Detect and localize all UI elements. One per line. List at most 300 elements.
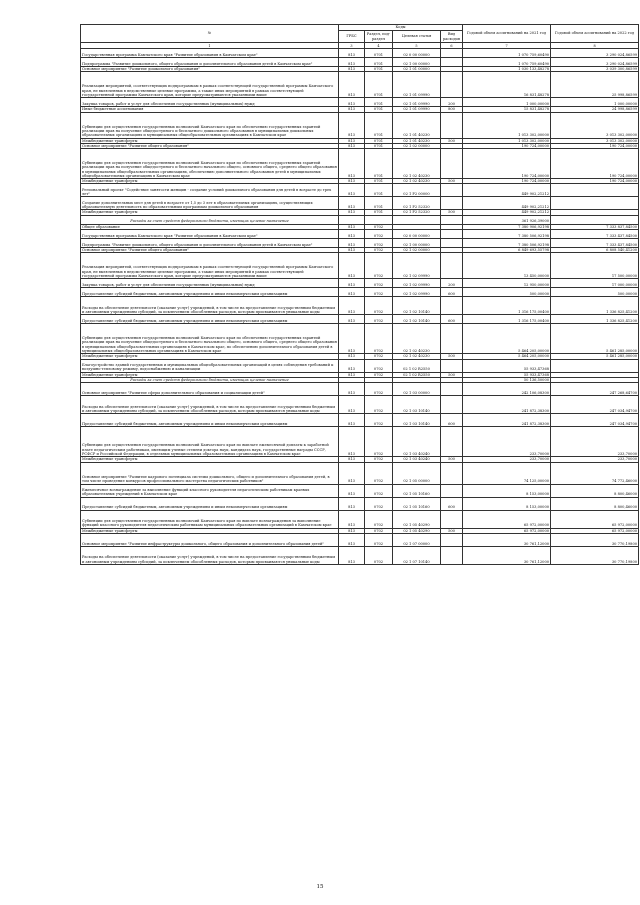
row-grbs: 813 [339, 396, 365, 414]
row-grbs: 813 [339, 253, 365, 279]
row-amount-2022: 3 039 300,86599 [551, 67, 639, 72]
row-name: Основное мероприятие "Развитие дошкольного образования" [81, 67, 339, 72]
row-amount-2021: 449 902,21212 [463, 197, 551, 210]
row-target-article: 02 1 05 40290 [393, 528, 441, 533]
row-amount-2021: 8 153,00000 [463, 497, 551, 510]
row-amount-2021: 233,70000 [463, 427, 551, 457]
table-row [81, 72, 639, 98]
row-amount-2022: 5 461 285,00000 [551, 324, 639, 354]
row-grbs: 813 [339, 107, 365, 112]
row-amount-2022: 25 998,86599 [551, 72, 639, 98]
row-expense-kind [441, 230, 463, 239]
table-row [81, 546, 639, 564]
row-target-article: 02 1 02 10140 [393, 297, 441, 315]
row-amount-2021: 65 972,00000 [463, 528, 551, 533]
row-name: Межбюджетные трансферты [81, 210, 339, 215]
row-name: Межбюджетные трансферты [81, 179, 339, 184]
row-target-article: 02 1 P2 52320 [393, 210, 441, 215]
row-amount-2022: 30 770,19800 [551, 546, 639, 564]
row-target-article [393, 215, 441, 224]
row-section: 0702 [365, 457, 393, 462]
row-amount-2021: 241 872,38300 [463, 396, 551, 414]
row-section: 0701 [365, 179, 393, 184]
row-expense-kind: 800 [441, 107, 463, 112]
row-section: 0702 [365, 396, 393, 414]
row-expense-kind [441, 112, 463, 138]
row-grbs: 813 [339, 546, 365, 564]
header-codes: Коды [339, 25, 463, 31]
row-amount-2021: 5 464 205,00000 [463, 354, 551, 359]
row-grbs: 813 [339, 324, 365, 354]
row-section: 0701 [365, 138, 393, 143]
row-name: Иные бюджетные ассигнования [81, 107, 339, 112]
column-number: 6 [441, 43, 463, 49]
row-target-article: 02 1 03 40240 [393, 427, 441, 457]
row-target-article: 02 0 00 00000 [393, 49, 441, 58]
row-section: 0702 [365, 224, 393, 229]
row-grbs: 813 [339, 184, 365, 197]
row-name: Основное мероприятие "Развитие общего образования" [81, 248, 339, 253]
row-name: Межбюджетные трансферты [81, 354, 339, 359]
row-expense-kind: 200 [441, 279, 463, 288]
column-number: 4 [365, 43, 393, 49]
row-grbs: 813 [339, 149, 365, 179]
row-target-article: 02 1 02 R2550 [393, 372, 441, 377]
row-expense-kind [441, 383, 463, 396]
row-grbs: 813 [339, 138, 365, 143]
row-amount-2021: 30 761,12000 [463, 546, 551, 564]
row-grbs: 813 [339, 462, 365, 484]
row-amount-2021: 13 450,00000 [463, 253, 551, 279]
row-amount-2021: 190 724,00000 [463, 149, 551, 179]
row-grbs: 813 [339, 179, 365, 184]
row-name: Закупка товаров, работ и услуг для обеспечения государственных (муниципальных) нужд [81, 279, 339, 288]
row-amount-2022: 24 998,86599 [551, 107, 639, 112]
header-target: Целевая статья [393, 31, 441, 43]
row-section: 0702 [365, 359, 393, 372]
row-grbs: 813 [339, 510, 365, 528]
row-grbs: 813 [339, 359, 365, 372]
row-target-article: 02 1 02 10140 [393, 315, 441, 324]
row-amount-2021: 12 950,00000 [463, 279, 551, 288]
row-section: 0702 [365, 239, 393, 248]
row-grbs: 813 [339, 239, 365, 248]
row-amount-2021: 55 933,47368 [463, 372, 551, 377]
table-row [81, 98, 639, 107]
row-amount-2021: 7 380 506,92198 [463, 230, 551, 239]
row-grbs: 813 [339, 98, 365, 107]
row-section: 0701 [365, 143, 393, 148]
row-section: 0702 [365, 484, 393, 497]
row-amount-2022: 5 461 285,00000 [551, 354, 639, 359]
column-number: 1 [81, 43, 339, 49]
table-row [81, 49, 639, 58]
column-number: 3 [339, 43, 365, 49]
row-expense-kind: 600 [441, 315, 463, 324]
row-section: 0702 [365, 427, 393, 457]
table-row [81, 510, 639, 528]
row-expense-kind [441, 324, 463, 354]
row-amount-2021: 6 849 693,55798 [463, 248, 551, 253]
row-name: Межбюджетные трансферты [81, 528, 339, 533]
header-no: № [81, 25, 339, 43]
row-amount-2022: 65 972,00000 [551, 510, 639, 528]
row-section: 0701 [365, 72, 393, 98]
row-target-article: 02 1 03 10140 [393, 396, 441, 414]
row-section: 0702 [365, 248, 393, 253]
row-section: 0702 [365, 324, 393, 354]
row-grbs: 813 [339, 248, 365, 253]
row-name: Ежемесячное вознаграждение за выполнение функций классного руководителя педагогическим работникам краевых образовательных учреждений в Камчатском крае [81, 484, 339, 497]
row-amount-2022: 247 034,94700 [551, 414, 639, 427]
row-expense-kind: 600 [441, 497, 463, 510]
table-row [81, 359, 639, 372]
row-grbs: 813 [339, 484, 365, 497]
table-row [81, 253, 639, 279]
row-target-article: 02 1 P2 52320 [393, 197, 441, 210]
row-name: Предоставление субсидий бюджетным, автономным учреждениям и иным некоммерческим организациям [81, 497, 339, 510]
row-target-article: 02 1 05 00000 [393, 462, 441, 484]
row-amount-2021: 5 464 205,00000 [463, 324, 551, 354]
row-amount-2021: 1 316 175,00400 [463, 315, 551, 324]
row-target-article: 02 1 02 40230 [393, 324, 441, 354]
row-amount-2021: 449 902,21212 [463, 210, 551, 215]
row-section: 0701 [365, 107, 393, 112]
row-amount-2021: 1 070 759,60490 [463, 58, 551, 67]
row-name: Межбюджетные трансферты [81, 138, 339, 143]
row-target-article: 02 1 01 09990 [393, 107, 441, 112]
row-name: Межбюджетные трансферты [81, 372, 339, 377]
row-target-article: 02 0 00 00000 [393, 230, 441, 239]
table-row [81, 396, 639, 414]
header-2021: Годовой объем ассигнований на 2021 год [463, 25, 551, 43]
row-section: 0702 [365, 279, 393, 288]
row-grbs: 813 [339, 383, 365, 396]
row-target-article: 02 1 02 R2550 [393, 359, 441, 372]
row-expense-kind [441, 396, 463, 414]
row-name: Субвенции для осуществления государственных полномочий Камчатского края по выплате вознаграждения за выполнение функций классного руководителя педагогическим работникам муниципальных образовательных организаций в Камчатском крае [81, 510, 339, 528]
row-section: 0702 [365, 546, 393, 564]
row-name: Расходы за счет средств федерального бюджета, имеющих целевое назначение [81, 215, 339, 224]
row-amount-2021: 1 013 302,00000 [463, 138, 551, 143]
row-target-article: 02 1 07 00000 [393, 533, 441, 546]
row-amount-2022: 6 808 540,41200 [551, 248, 639, 253]
row-section: 0701 [365, 98, 393, 107]
row-name: Предоставление субсидий бюджетным, автономным учреждениям и иным некоммерческим организациям [81, 414, 339, 427]
row-target-article: 02 1 02 40230 [393, 149, 441, 179]
row-amount-2022: 247 034,94700 [551, 396, 639, 414]
row-grbs: 813 [339, 72, 365, 98]
row-section: 0701 [365, 58, 393, 67]
row-amount-2022: 190 724,00000 [551, 143, 639, 148]
row-expense-kind [441, 533, 463, 546]
row-target-article: 02 1 05 10160 [393, 484, 441, 497]
row-name: Субвенции для осуществления государственных полномочий Камчатского края по обеспечению государственных гарантий реализации прав на получение общедоступного и бесплатного начального общего, основного общего, среднего общего образования в муниципальных общеобразовательных организациях, обеспечению дополнительного образования детей в муниципальных общеобразовательных организациях в Камчатском крае [81, 149, 339, 179]
row-target-article: 02 1 05 40290 [393, 510, 441, 528]
row-amount-2021: 30 761,12000 [463, 533, 551, 546]
row-grbs: 813 [339, 143, 365, 148]
row-grbs: 813 [339, 533, 365, 546]
table-row [81, 497, 639, 510]
row-amount-2021: 1 030 133,48278 [463, 67, 551, 72]
row-amount-2021: 74 125,00000 [463, 462, 551, 484]
row-amount-2022: 3 290 024,86599 [551, 58, 639, 67]
row-expense-kind [441, 427, 463, 457]
row-grbs: 813 [339, 497, 365, 510]
row-expense-kind [441, 253, 463, 279]
row-target-article: 02 1 02 40230 [393, 179, 441, 184]
row-amount-2021: 242 106,08300 [463, 383, 551, 396]
row-grbs: 813 [339, 197, 365, 210]
row-expense-kind: 200 [441, 98, 463, 107]
row-target-article: 02 1 02 09990 [393, 253, 441, 279]
row-amount-2022: 1 336 825,41200 [551, 297, 639, 315]
table-row [81, 239, 639, 248]
table-row [81, 324, 639, 354]
row-amount-2022: 74 772,46000 [551, 462, 639, 484]
row-section: 0702 [365, 497, 393, 510]
row-expense-kind [441, 546, 463, 564]
row-amount-2021: 50 136,50000 [463, 377, 551, 382]
row-section: 0701 [365, 112, 393, 138]
row-amount-2022: 190 724,00000 [551, 149, 639, 179]
row-amount-2021: 190 724,00000 [463, 143, 551, 148]
row-section: 0702 [365, 414, 393, 427]
table-row [81, 149, 639, 179]
row-amount-2021: 500,00000 [463, 288, 551, 297]
row-grbs: 813 [339, 528, 365, 533]
table-row [81, 197, 639, 210]
row-amount-2022: 247 268,64700 [551, 383, 639, 396]
row-name: Субвенции для осуществления государственных полномочий Камчатского края по выплате ежемесячной доплаты к заработной плате педагогическим работникам, имеющим ученые степени доктора наук, кандидата наук, государственные награды СССР, РСФСР и Российской Федерации, в отдельных муниципальных образовательных организациях в Камчатском крае [81, 427, 339, 457]
table-row [81, 279, 639, 288]
row-amount-2022: 500,00000 [551, 288, 639, 297]
row-grbs: 813 [339, 224, 365, 229]
row-grbs: 813 [339, 457, 365, 462]
row-section: 0701 [365, 184, 393, 197]
row-amount-2021: 1 316 175,00400 [463, 297, 551, 315]
row-section: 0701 [365, 67, 393, 72]
row-amount-2022: 7 333 437,84500 [551, 239, 639, 248]
row-amount-2022: 7 333 437,84500 [551, 230, 639, 239]
table-row [81, 288, 639, 297]
row-target-article: 02 1 01 40230 [393, 138, 441, 143]
row-name: Закупка товаров, работ и услуг для обеспечения государственных (муниципальных) нужд [81, 98, 339, 107]
column-number: 5 [393, 43, 441, 49]
row-amount-2022 [551, 215, 639, 224]
row-amount-2021: 449 902,21212 [463, 184, 551, 197]
row-section: 0702 [365, 253, 393, 279]
table-row [81, 315, 639, 324]
row-expense-kind [441, 184, 463, 197]
row-grbs: 813 [339, 288, 365, 297]
header-kind: Вид расходов [441, 31, 463, 43]
row-name: Основное мероприятие "Развитие общего образования" [81, 143, 339, 148]
row-target-article: 02 1 02 40230 [393, 354, 441, 359]
row-grbs: 813 [339, 58, 365, 67]
row-expense-kind [441, 239, 463, 248]
row-amount-2022: 1 000,00000 [551, 98, 639, 107]
row-amount-2021: 7 380 906,92198 [463, 224, 551, 229]
row-amount-2021: 1 000,00000 [463, 98, 551, 107]
row-amount-2022 [551, 197, 639, 210]
row-expense-kind [441, 297, 463, 315]
row-expense-kind: 600 [441, 288, 463, 297]
row-target-article: 02 1 00 00000 [393, 58, 441, 67]
row-target-article: 02 1 02 09990 [393, 279, 441, 288]
row-section: 0702 [365, 315, 393, 324]
row-name: Межбюджетные трансферты [81, 457, 339, 462]
row-grbs: 813 [339, 372, 365, 377]
row-amount-2022: 3 013 302,00000 [551, 112, 639, 138]
row-section: 0702 [365, 288, 393, 297]
row-target-article: 02 1 07 10140 [393, 546, 441, 564]
row-expense-kind: 500 [441, 179, 463, 184]
row-name: Государственная программа Камчатского края "Развитие образования в Камчатском крае" [81, 49, 339, 58]
row-amount-2021: 7 380 506,92198 [463, 239, 551, 248]
table-row [81, 533, 639, 546]
row-amount-2021: 1 013 302,00000 [463, 112, 551, 138]
header-grbs: ГРБС [339, 31, 365, 43]
row-amount-2021: 15 831,48278 [463, 107, 551, 112]
row-amount-2022: 8 800,46000 [551, 484, 639, 497]
row-section [365, 215, 393, 224]
table-row [81, 230, 639, 239]
row-name: Предоставление субсидий бюджетным, автономным учреждениям и иным некоммерческим организациям [81, 315, 339, 324]
row-amount-2022: 17 000,00000 [551, 279, 639, 288]
row-name: Реализация мероприятий, соответствующих подпрограммам в рамках соответствующей государственной программы Камчатского края, не включенных в ведомственные целевые программы, а также иных мероприятий в рамках соответствующей государственной программы Камчатского края, которые предусматриваются указанными выше [81, 253, 339, 279]
row-amount-2021: 55 933,47368 [463, 359, 551, 372]
row-target-article: 02 1 02 00000 [393, 143, 441, 148]
row-grbs [339, 215, 365, 224]
row-section: 0702 [365, 297, 393, 315]
row-name: Реализация мероприятий, соответствующих подпрограммам в рамках соответствующей государственной программы Камчатского края, не включенных в ведомственные целевые программы, а также иных мероприятий в рамках соответствующей государственной программы Камчатского края, которые предусматриваются указанными выше [81, 72, 339, 98]
row-name: Региональный проект "Содействие занятости женщин - создание условий дошкольного образования для детей в возрасте до трех лет" [81, 184, 339, 197]
row-grbs: 813 [339, 67, 365, 72]
row-grbs: 813 [339, 297, 365, 315]
row-section: 0702 [365, 354, 393, 359]
row-grbs: 813 [339, 315, 365, 324]
budget-table [80, 24, 639, 565]
row-amount-2022: 1 336 825,41200 [551, 315, 639, 324]
page-number: 15 [316, 884, 324, 890]
row-name: Подпрограмма "Развитие дошкольного, общего образования и дополнительного образования детей в Камчатском крае" [81, 58, 339, 67]
row-grbs: 813 [339, 49, 365, 58]
row-name: Создание дополнительных мест для детей в возрасте от 1,5 до 3 лет в образовательных организациях, осуществляющих образовательную деятельность по образовательным программам дошкольного образования [81, 197, 339, 210]
row-amount-2021: 65 972,00000 [463, 510, 551, 528]
row-name: Основное мероприятие "Развитие сферы дополнительного образования и социализации детей" [81, 383, 339, 396]
row-grbs: 813 [339, 112, 365, 138]
row-section: 0702 [365, 533, 393, 546]
table-row [81, 112, 639, 138]
row-amount-2021: 16 831,48278 [463, 72, 551, 98]
row-expense-kind: 500 [441, 138, 463, 143]
row-target-article: 02 1 P2 00000 [393, 184, 441, 197]
row-amount-2021: 241 872,38300 [463, 414, 551, 427]
row-grbs: 813 [339, 210, 365, 215]
row-name: Подпрограмма "Развитие дошкольного, общего образования и дополнительного образования детей в Камчатском крае" [81, 239, 339, 248]
row-name: Основное мероприятие "Развитие кадрового потенциала системы дошкольного, общего и дополнительного образования детей, в том числе проведение конкурсов профессионального мастерства педагогических работников" [81, 462, 339, 484]
row-expense-kind: 500 [441, 372, 463, 377]
row-section: 0702 [365, 230, 393, 239]
row-target-article: 02 1 02 00000 [393, 248, 441, 253]
row-grbs: 813 [339, 230, 365, 239]
row-name: Расходы на обеспечение деятельности (оказание услуг) учреждений, в том числе на предоставление государственным бюджетным и автономным учреждениям субсидий, за исключением обособленных расходов, которым присваиваются уникальные коды [81, 396, 339, 414]
column-number: 8 [551, 43, 639, 49]
row-expense-kind: 600 [441, 414, 463, 427]
row-expense-kind: 500 [441, 457, 463, 462]
row-section: 0701 [365, 197, 393, 210]
row-expense-kind [441, 462, 463, 484]
row-name: Субвенции для осуществления государственных полномочий Камчатского края по обеспечению государственных гарантий реализации прав на получение общедоступного и бесплатного дошкольного образования в муниципальных дошкольных образовательных организациях и муниципальных общеобразовательных организациях в Камчатском крае [81, 112, 339, 138]
row-section: 0702 [365, 510, 393, 528]
header-section: Раздел, под-раздел [365, 31, 393, 43]
row-expense-kind: 500 [441, 354, 463, 359]
row-expense-kind [441, 215, 463, 224]
row-target-article: 02 1 03 00000 [393, 383, 441, 396]
row-target-article: 02 1 05 10160 [393, 497, 441, 510]
table-row [81, 427, 639, 457]
row-target-article: 02 1 02 09990 [393, 288, 441, 297]
row-section: 0702 [365, 383, 393, 396]
row-amount-2021: 233,70000 [463, 457, 551, 462]
table-row [81, 297, 639, 315]
row-name: Основное мероприятие "Развитие инфраструктуры дошкольного, общего образования и дополнительного образования детей" [81, 533, 339, 546]
row-amount-2021: 190 724,00000 [463, 179, 551, 184]
row-amount-2021: 1 070 759,60490 [463, 49, 551, 58]
row-amount-2022: 3 013 302,00000 [551, 138, 639, 143]
table-row [81, 383, 639, 396]
row-expense-kind: 500 [441, 528, 463, 533]
row-grbs: 813 [339, 354, 365, 359]
row-name: Расходы на обеспечение деятельности (оказание услуг) учреждений, в том числе на предоставление государственным бюджетным и автономным учреждениям субсидий, за исключением обособленных расходов, которым присваиваются уникальные коды [81, 546, 339, 564]
row-grbs: 813 [339, 427, 365, 457]
table-row [81, 414, 639, 427]
table-row [81, 184, 639, 197]
row-name: Предоставление субсидий бюджетным, автономным учреждениям и иным некоммерческим организациям [81, 288, 339, 297]
table-row [81, 215, 639, 224]
row-expense-kind [441, 510, 463, 528]
row-amount-2022: 3 290 024,86599 [551, 49, 639, 58]
row-amount-2022 [551, 359, 639, 372]
row-grbs: 813 [339, 279, 365, 288]
row-amount-2022: 233,70000 [551, 427, 639, 457]
row-target-article: 02 1 03 10140 [393, 414, 441, 427]
row-expense-kind [441, 49, 463, 58]
row-amount-2022: 7 333 837,84500 [551, 224, 639, 229]
row-section: 0702 [365, 462, 393, 484]
row-amount-2022: 65 972,00000 [551, 528, 639, 533]
row-amount-2022: 17 500,00000 [551, 253, 639, 279]
row-expense-kind [441, 72, 463, 98]
row-name: Общее образование [81, 224, 339, 229]
table-row [81, 484, 639, 497]
row-amount-2022: 190 724,00000 [551, 179, 639, 184]
row-target-article: 02 1 00 00000 [393, 239, 441, 248]
budget-table-page [80, 24, 638, 565]
row-target-article: 02 1 01 09990 [393, 72, 441, 98]
row-expense-kind [441, 359, 463, 372]
row-name: Расходы за счет средств федерального бюджета, имеющих целевое назначение [81, 377, 339, 382]
header-2022: Годовой объем ассигнований на 2022 год [551, 25, 639, 43]
row-name: Благоустройство зданий государственных и муниципальных общеобразовательных организаций в целях соблюдения требований к воздушно-тепловому режиму, водоснабжению и канализации [81, 359, 339, 372]
row-grbs: 813 [339, 414, 365, 427]
row-section: 0702 [365, 372, 393, 377]
row-expense-kind [441, 149, 463, 179]
row-target-article: 02 1 01 09990 [393, 98, 441, 107]
row-expense-kind [441, 484, 463, 497]
column-number: 7 [463, 43, 551, 49]
